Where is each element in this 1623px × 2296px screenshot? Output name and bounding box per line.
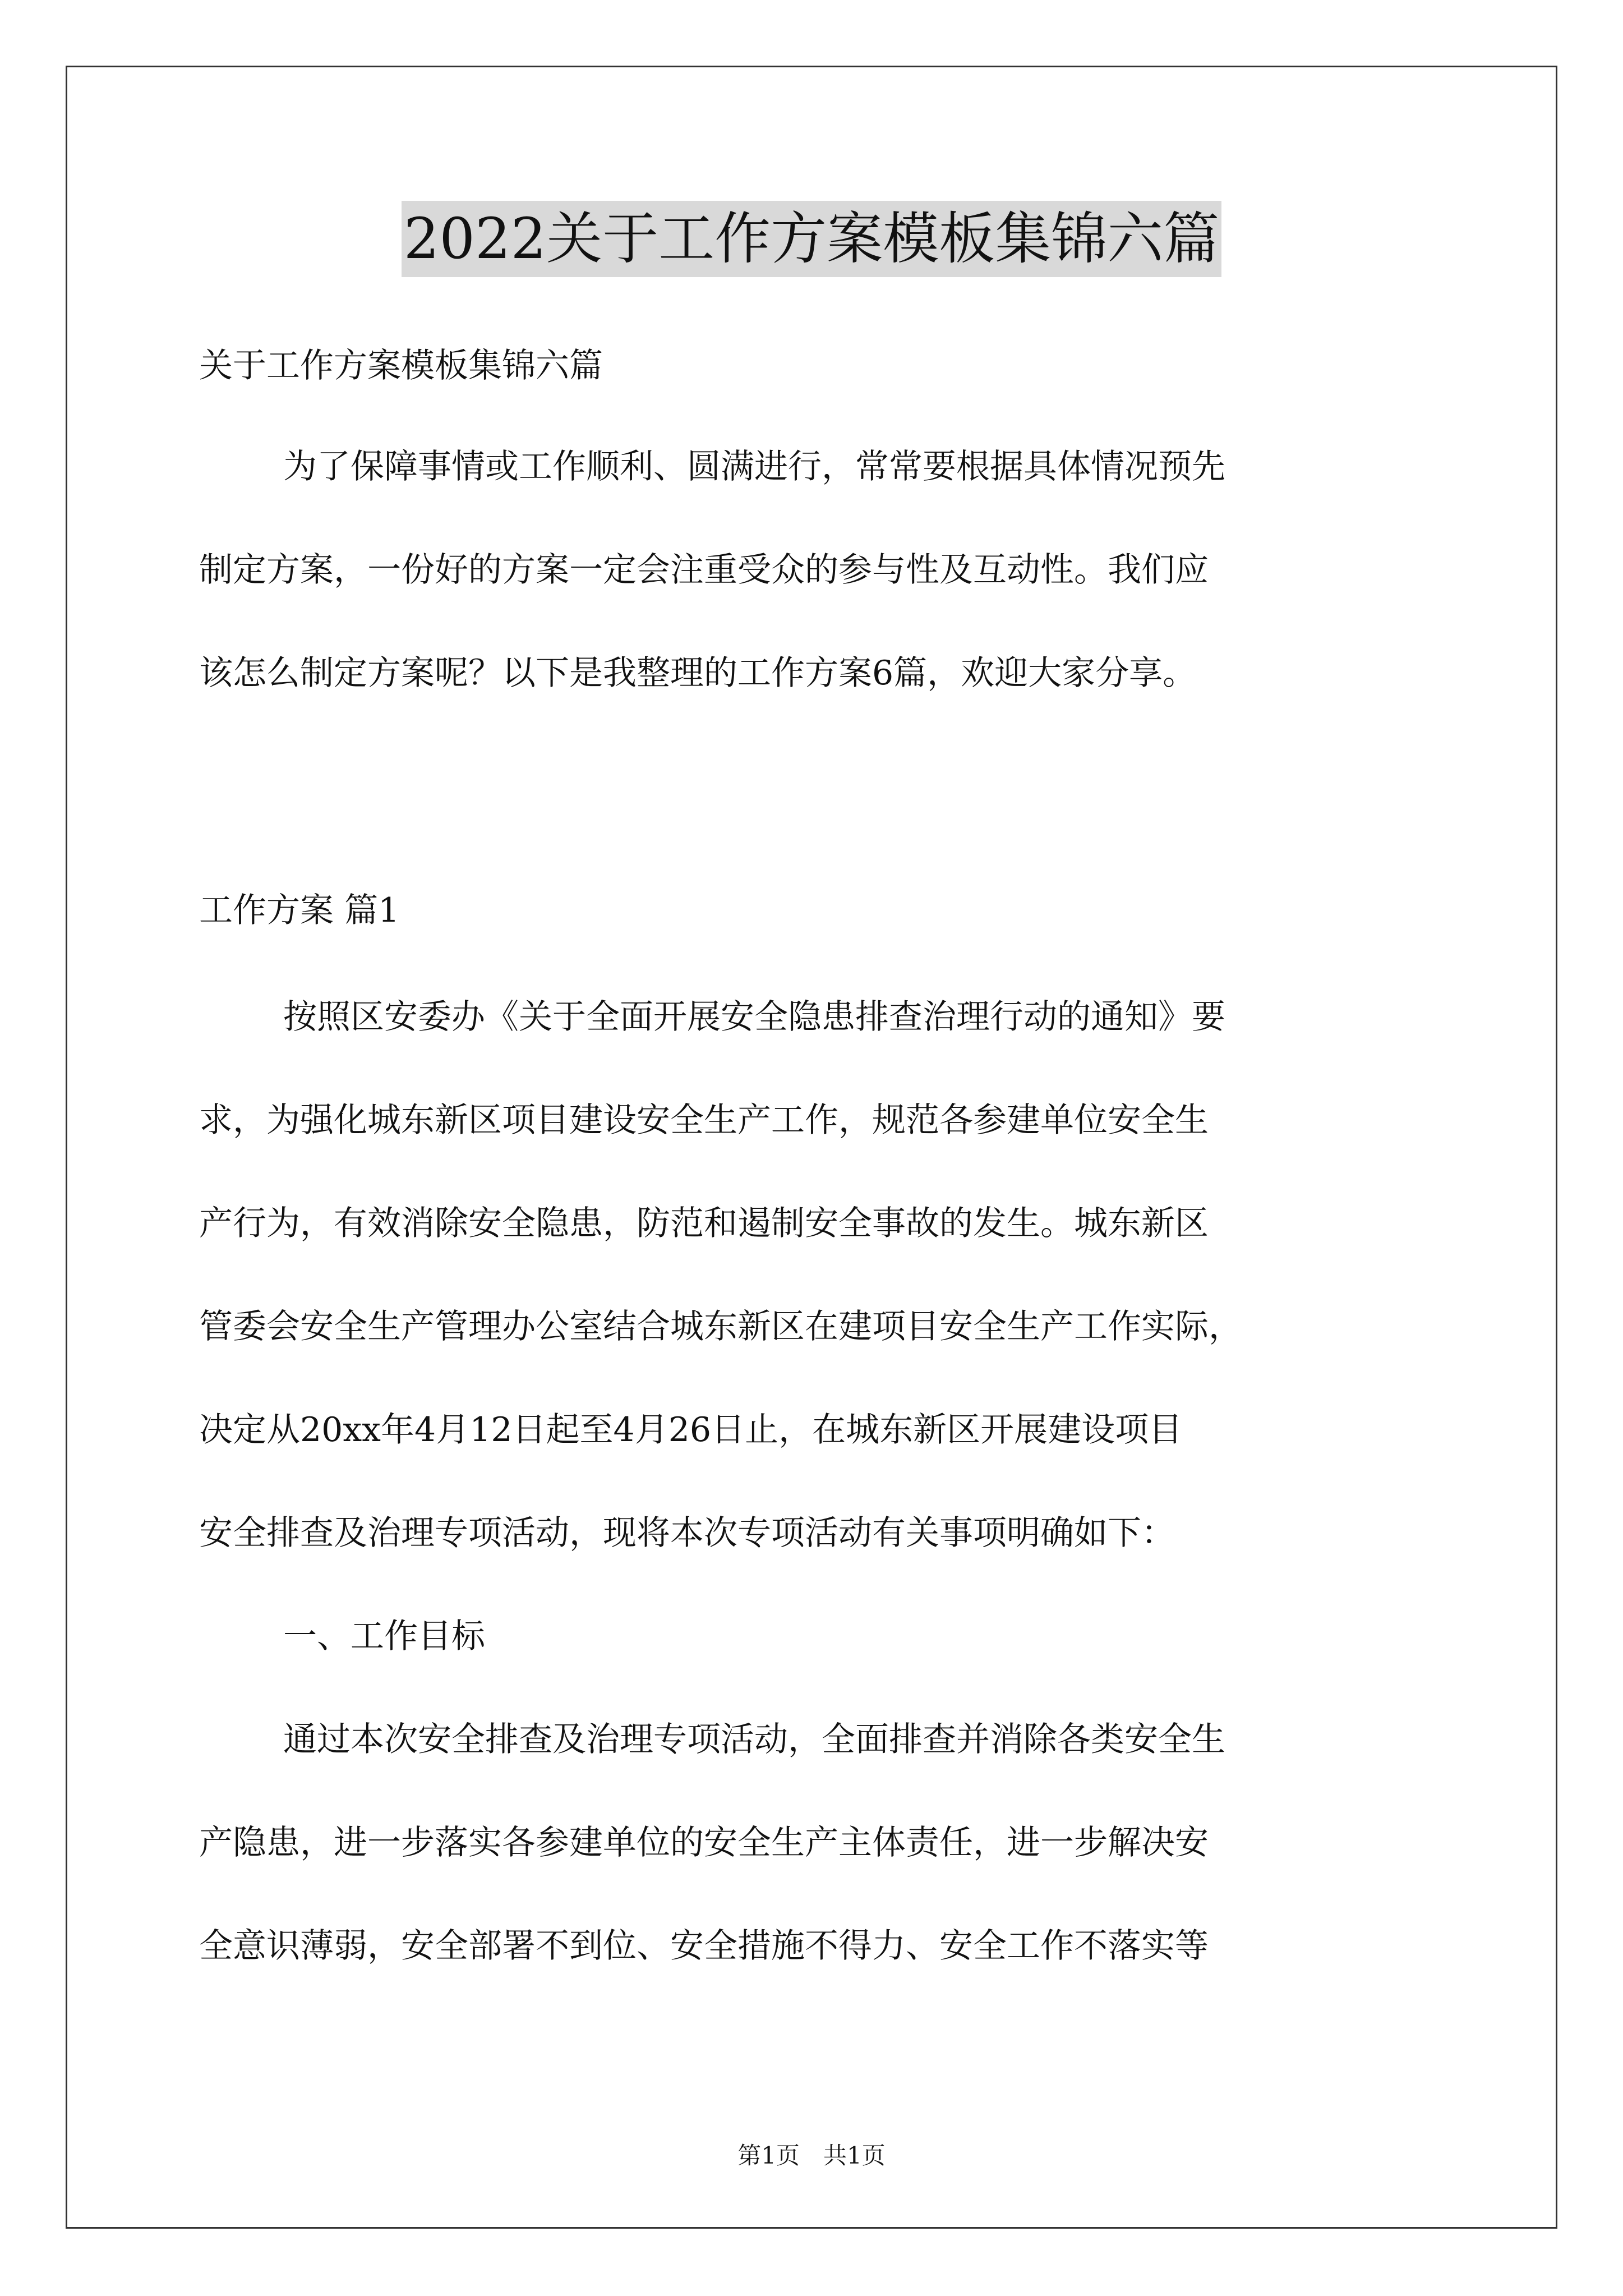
body-line-5: 决定从20xx年4月12日起至4月26日止，在城东新区开展建设项目	[199, 1410, 1183, 1450]
title-container	[0, 201, 1623, 277]
document-title: 2022关于工作方案模板集锦六篇	[402, 201, 1222, 277]
subheading-goal: 一、工作目标	[283, 1617, 485, 1656]
body-line-2: 求，为强化城东新区项目建设安全生产工作，规范各参建单位安全生	[199, 1101, 1209, 1140]
intro-line-1: 为了保障事情或工作顺利、圆满进行，常常要根据具体情况预先	[283, 447, 1225, 486]
page-border	[66, 66, 1557, 2229]
body-line-3: 产行为，有效消除安全隐患，防范和遏制安全事故的发生。城东新区	[199, 1204, 1209, 1243]
section-heading: 工作方案 篇1	[199, 891, 400, 930]
document-subtitle: 关于工作方案模板集锦六篇	[199, 346, 603, 385]
body-line-9: 全意识薄弱，安全部署不到位、安全措施不得力、安全工作不落实等	[199, 1926, 1209, 1966]
body-line-7: 通过本次安全排查及治理专项活动，全面排查并消除各类安全生	[283, 1720, 1225, 1759]
body-line-6: 安全排查及治理专项活动，现将本次专项活动有关事项明确如下：	[199, 1513, 1175, 1553]
intro-line-3: 该怎么制定方案呢？以下是我整理的工作方案6篇，欢迎大家分享。	[199, 654, 1197, 693]
body-line-1: 按照区安委办《关于全面开展安全隐患排查治理行动的通知》要	[283, 997, 1225, 1037]
body-line-4: 管委会安全生产管理办公室结合城东新区在建项目安全生产工作实际，	[199, 1307, 1242, 1346]
intro-line-2: 制定方案，一份好的方案一定会注重受众的参与性及互动性。我们应	[199, 550, 1209, 590]
body-line-8: 产隐患，进一步落实各参建单位的安全生产主体责任，进一步解决安	[199, 1823, 1209, 1862]
page-footer: 第1页 共1页	[737, 2142, 886, 2169]
